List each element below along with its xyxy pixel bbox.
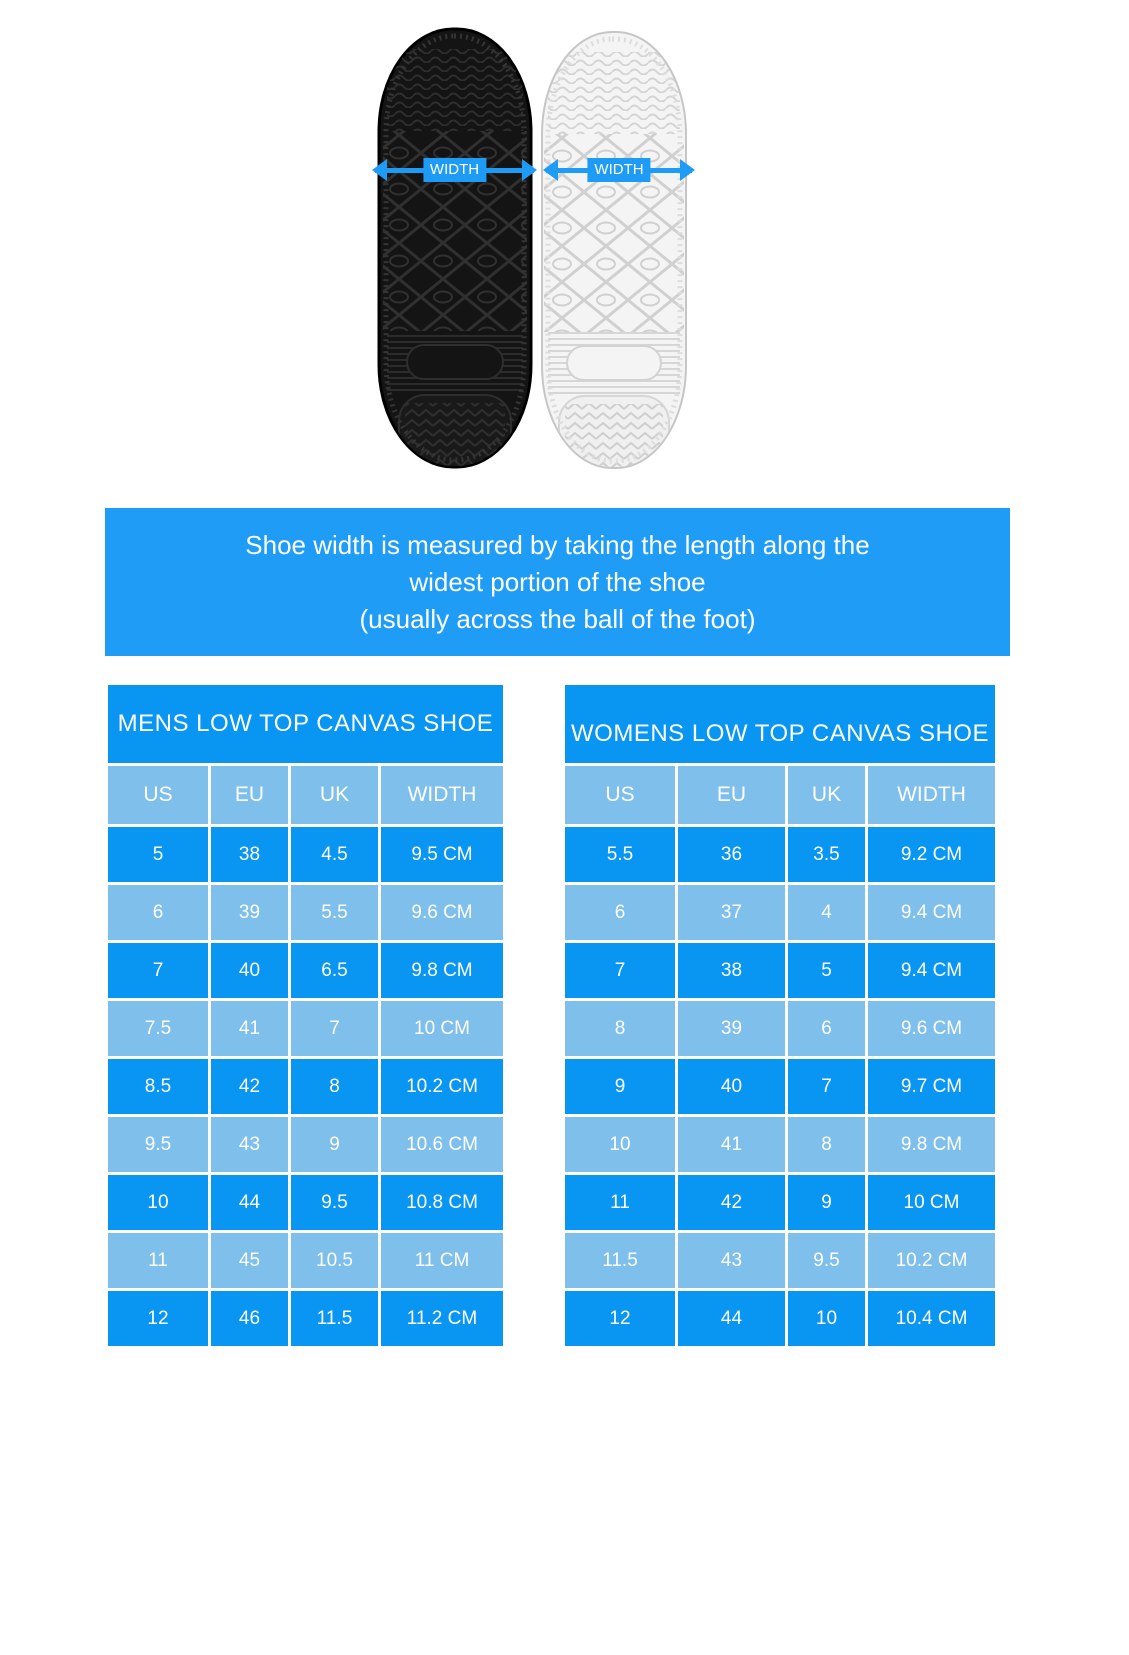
table-cell: 10 CM: [868, 1175, 995, 1230]
column-header-us: US: [108, 766, 208, 824]
table-cell: 40: [678, 1059, 785, 1114]
table-cell: 10.4 CM: [868, 1291, 995, 1346]
table-cell: 8: [788, 1117, 865, 1172]
column-header-eu: EU: [678, 766, 785, 824]
column-header-width: WIDTH: [868, 766, 995, 824]
table-cell: 9.4 CM: [868, 885, 995, 940]
table-cell: 42: [678, 1175, 785, 1230]
black-sole-width-arrow: [372, 158, 537, 182]
column-header-eu: EU: [211, 766, 288, 824]
table-cell: 5: [788, 943, 865, 998]
table-cell: 9.6 CM: [381, 885, 503, 940]
table-cell: 44: [678, 1291, 785, 1346]
white-sole-image: [540, 30, 688, 475]
table-cell: 10: [788, 1291, 865, 1346]
table-cell: 9.2 CM: [868, 827, 995, 882]
table-cell: 5: [108, 827, 208, 882]
table-cell: 44: [211, 1175, 288, 1230]
table-cell: 6: [788, 1001, 865, 1056]
table-cell: 7.5: [108, 1001, 208, 1056]
white-sole-width-arrow: [543, 158, 695, 182]
table-cell: 9.5: [788, 1233, 865, 1288]
table-cell: 10.2 CM: [868, 1233, 995, 1288]
table-cell: 10.6 CM: [381, 1117, 503, 1172]
table-cell: 43: [678, 1233, 785, 1288]
table-cell: 41: [678, 1117, 785, 1172]
column-header-us: US: [565, 766, 675, 824]
table-cell: 8: [291, 1059, 378, 1114]
womens-table-title: WOMENS LOW TOP CANVAS SHOE: [565, 685, 995, 763]
table-cell: 11: [108, 1233, 208, 1288]
table-cell: 12: [108, 1291, 208, 1346]
column-header-uk: UK: [291, 766, 378, 824]
table-cell: 9.5 CM: [381, 827, 503, 882]
table-cell: 9.7 CM: [868, 1059, 995, 1114]
table-cell: 7: [788, 1059, 865, 1114]
table-cell: 12: [565, 1291, 675, 1346]
table-cell: 10: [108, 1175, 208, 1230]
table-cell: 36: [678, 827, 785, 882]
womens-size-table: [565, 685, 995, 1346]
table-cell: 39: [678, 1001, 785, 1056]
table-cell: 42: [211, 1059, 288, 1114]
width-label: WIDTH: [587, 158, 650, 182]
table-cell: 9: [291, 1117, 378, 1172]
table-cell: 6: [565, 885, 675, 940]
table-cell: 9: [565, 1059, 675, 1114]
table-cell: 4.5: [291, 827, 378, 882]
table-cell: 4: [788, 885, 865, 940]
table-cell: 6: [108, 885, 208, 940]
table-cell: 6.5: [291, 943, 378, 998]
table-cell: 9.6 CM: [868, 1001, 995, 1056]
banner-line-2: widest portion of the shoe: [409, 566, 706, 597]
table-cell: 5.5: [565, 827, 675, 882]
table-cell: 10: [565, 1117, 675, 1172]
measurement-explanation-banner: [105, 508, 1010, 656]
table-cell: 9: [788, 1175, 865, 1230]
arrow-right-icon: [522, 159, 537, 181]
table-cell: 11 CM: [381, 1233, 503, 1288]
column-header-width: WIDTH: [381, 766, 503, 824]
table-cell: 46: [211, 1291, 288, 1346]
table-cell: 40: [211, 943, 288, 998]
table-cell: 11.2 CM: [381, 1291, 503, 1346]
arrow-right-icon: [680, 159, 695, 181]
table-cell: 7: [291, 1001, 378, 1056]
table-cell: 11.5: [565, 1233, 675, 1288]
table-cell: 3.5: [788, 827, 865, 882]
table-cell: 9.4 CM: [868, 943, 995, 998]
banner-line-1: Shoe width is measured by taking the length along the: [245, 529, 870, 560]
width-label: WIDTH: [423, 158, 486, 182]
table-cell: 10.5: [291, 1233, 378, 1288]
table-cell: 45: [211, 1233, 288, 1288]
table-cell: 10.8 CM: [381, 1175, 503, 1230]
table-cell: 8: [565, 1001, 675, 1056]
black-sole-image: [377, 27, 533, 474]
table-cell: 10.2 CM: [381, 1059, 503, 1114]
table-cell: 38: [678, 943, 785, 998]
table-cell: 39: [211, 885, 288, 940]
table-cell: 10 CM: [381, 1001, 503, 1056]
table-cell: 37: [678, 885, 785, 940]
table-cell: 11: [565, 1175, 675, 1230]
table-cell: 43: [211, 1117, 288, 1172]
table-cell: 5.5: [291, 885, 378, 940]
table-cell: 9.8 CM: [868, 1117, 995, 1172]
table-cell: 9.5: [108, 1117, 208, 1172]
table-cell: 9.8 CM: [381, 943, 503, 998]
table-cell: 9.5: [291, 1175, 378, 1230]
mens-table-title: MENS LOW TOP CANVAS SHOE: [108, 685, 503, 763]
table-cell: 41: [211, 1001, 288, 1056]
table-cell: 7: [565, 943, 675, 998]
table-cell: 11.5: [291, 1291, 378, 1346]
column-header-uk: UK: [788, 766, 865, 824]
table-cell: 7: [108, 943, 208, 998]
table-cell: 38: [211, 827, 288, 882]
mens-size-table: [108, 685, 503, 1346]
table-cell: 8.5: [108, 1059, 208, 1114]
banner-line-3: (usually across the ball of the foot): [359, 603, 756, 634]
